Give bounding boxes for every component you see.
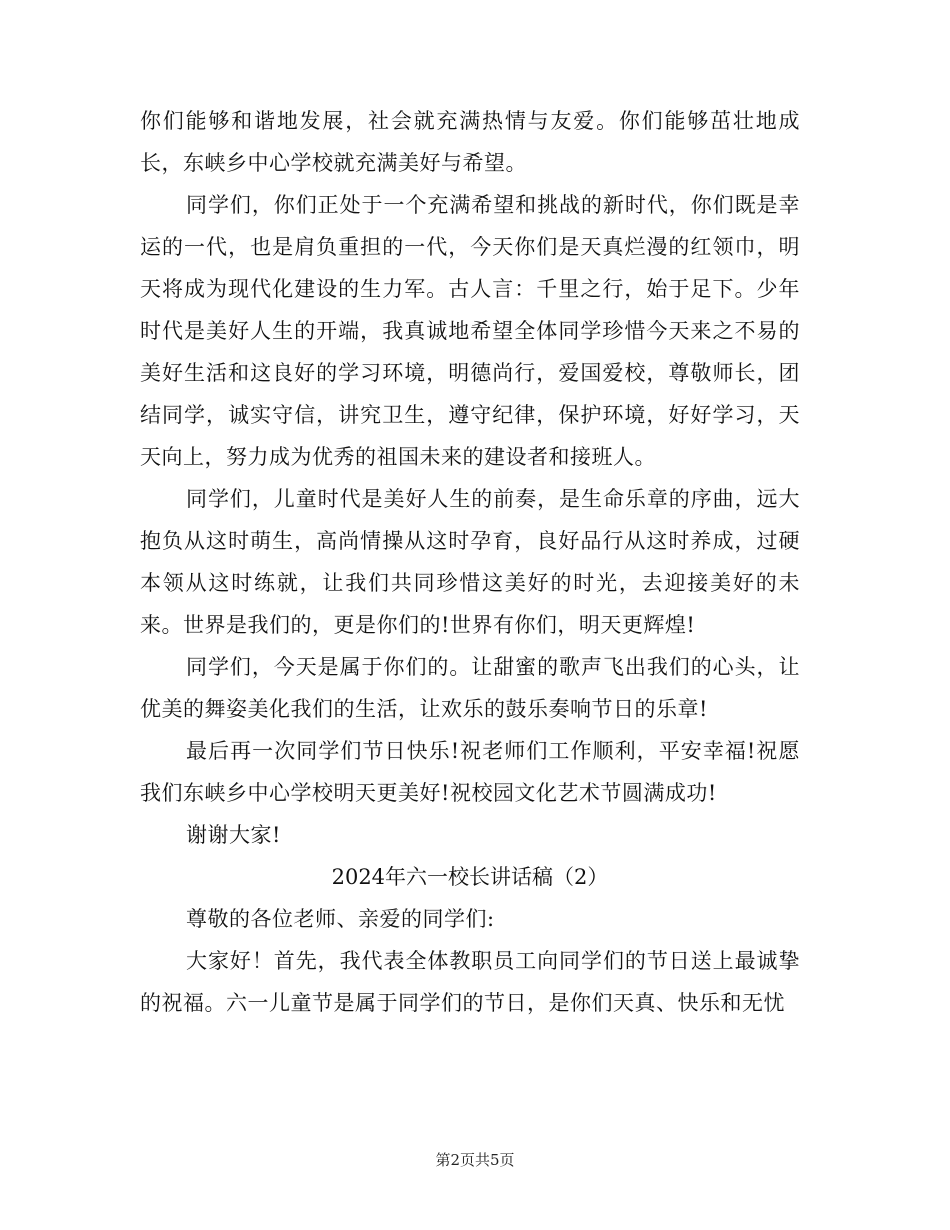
document-body <box>140 100 800 1024</box>
paragraph-new-era: 同学们，你们正处于一个充满希望和挑战的新时代，你们既是幸运的一代，也是肩负重担的一代，今天你们是天真烂漫的红领巾，明天将成为现代化建设的生力军。古人言：千里之行，始于足下。少年时代是美好人生的开端，我真诚地希望全体同学珍惜今天来之不易的美好生活和这良好的学习环境，明德尚行，爱国爱校，尊敬师长，团结同学，诚实守信，讲究卫生，遵守纪律，保护环境，好好学习，天天向上，努力成为优秀的祖国未来的建设者和接班人。 <box>140 193 800 469</box>
paragraph-thanks: 谢谢大家! <box>186 823 281 847</box>
paragraph-salutation: 尊敬的各位老师、亲爱的同学们: <box>186 907 495 931</box>
section-title: 2024年六一校长讲话稿（2） <box>331 865 609 889</box>
paragraph-today-is-yours: 同学们，今天是属于你们的。让甜蜜的歌声飞出我们的心头，让优美的舞姿美化我们的生活，让欢乐的鼓乐奏响节日的乐章! <box>140 655 800 721</box>
paragraph-continuation: 你们能够和谐地发展，社会就充满热情与友爱。你们能够茁壮地成长，东峡乡中心学校就充满美好与希望。 <box>140 109 800 175</box>
paragraph-greeting: 大家好！首先，我代表全体教职员工向同学们的节日送上最诚挚的祝福。六一儿童节是属于同学们的节日，是你们天真、快乐和无忧 <box>140 949 800 1015</box>
paragraph-childhood: 同学们，儿童时代是美好人生的前奏，是生命乐章的序曲，远大抱负从这时萌生，高尚情操从这时孕育，良好品行从这时养成，过硬本领从这时练就，让我们共同珍惜这美好的时光，去迎接美好的未来。世界是我们的，更是你们的!世界有你们，明天更辉煌! <box>140 487 800 637</box>
page-number-footer: 第2页共5页 <box>435 1151 515 1169</box>
paragraph-closing-wishes: 最后再一次同学们节日快乐!祝老师们工作顺利，平安幸福!祝愿我们东峡乡中心学校明天更美好!祝校园文化艺术节圆满成功! <box>140 739 800 805</box>
